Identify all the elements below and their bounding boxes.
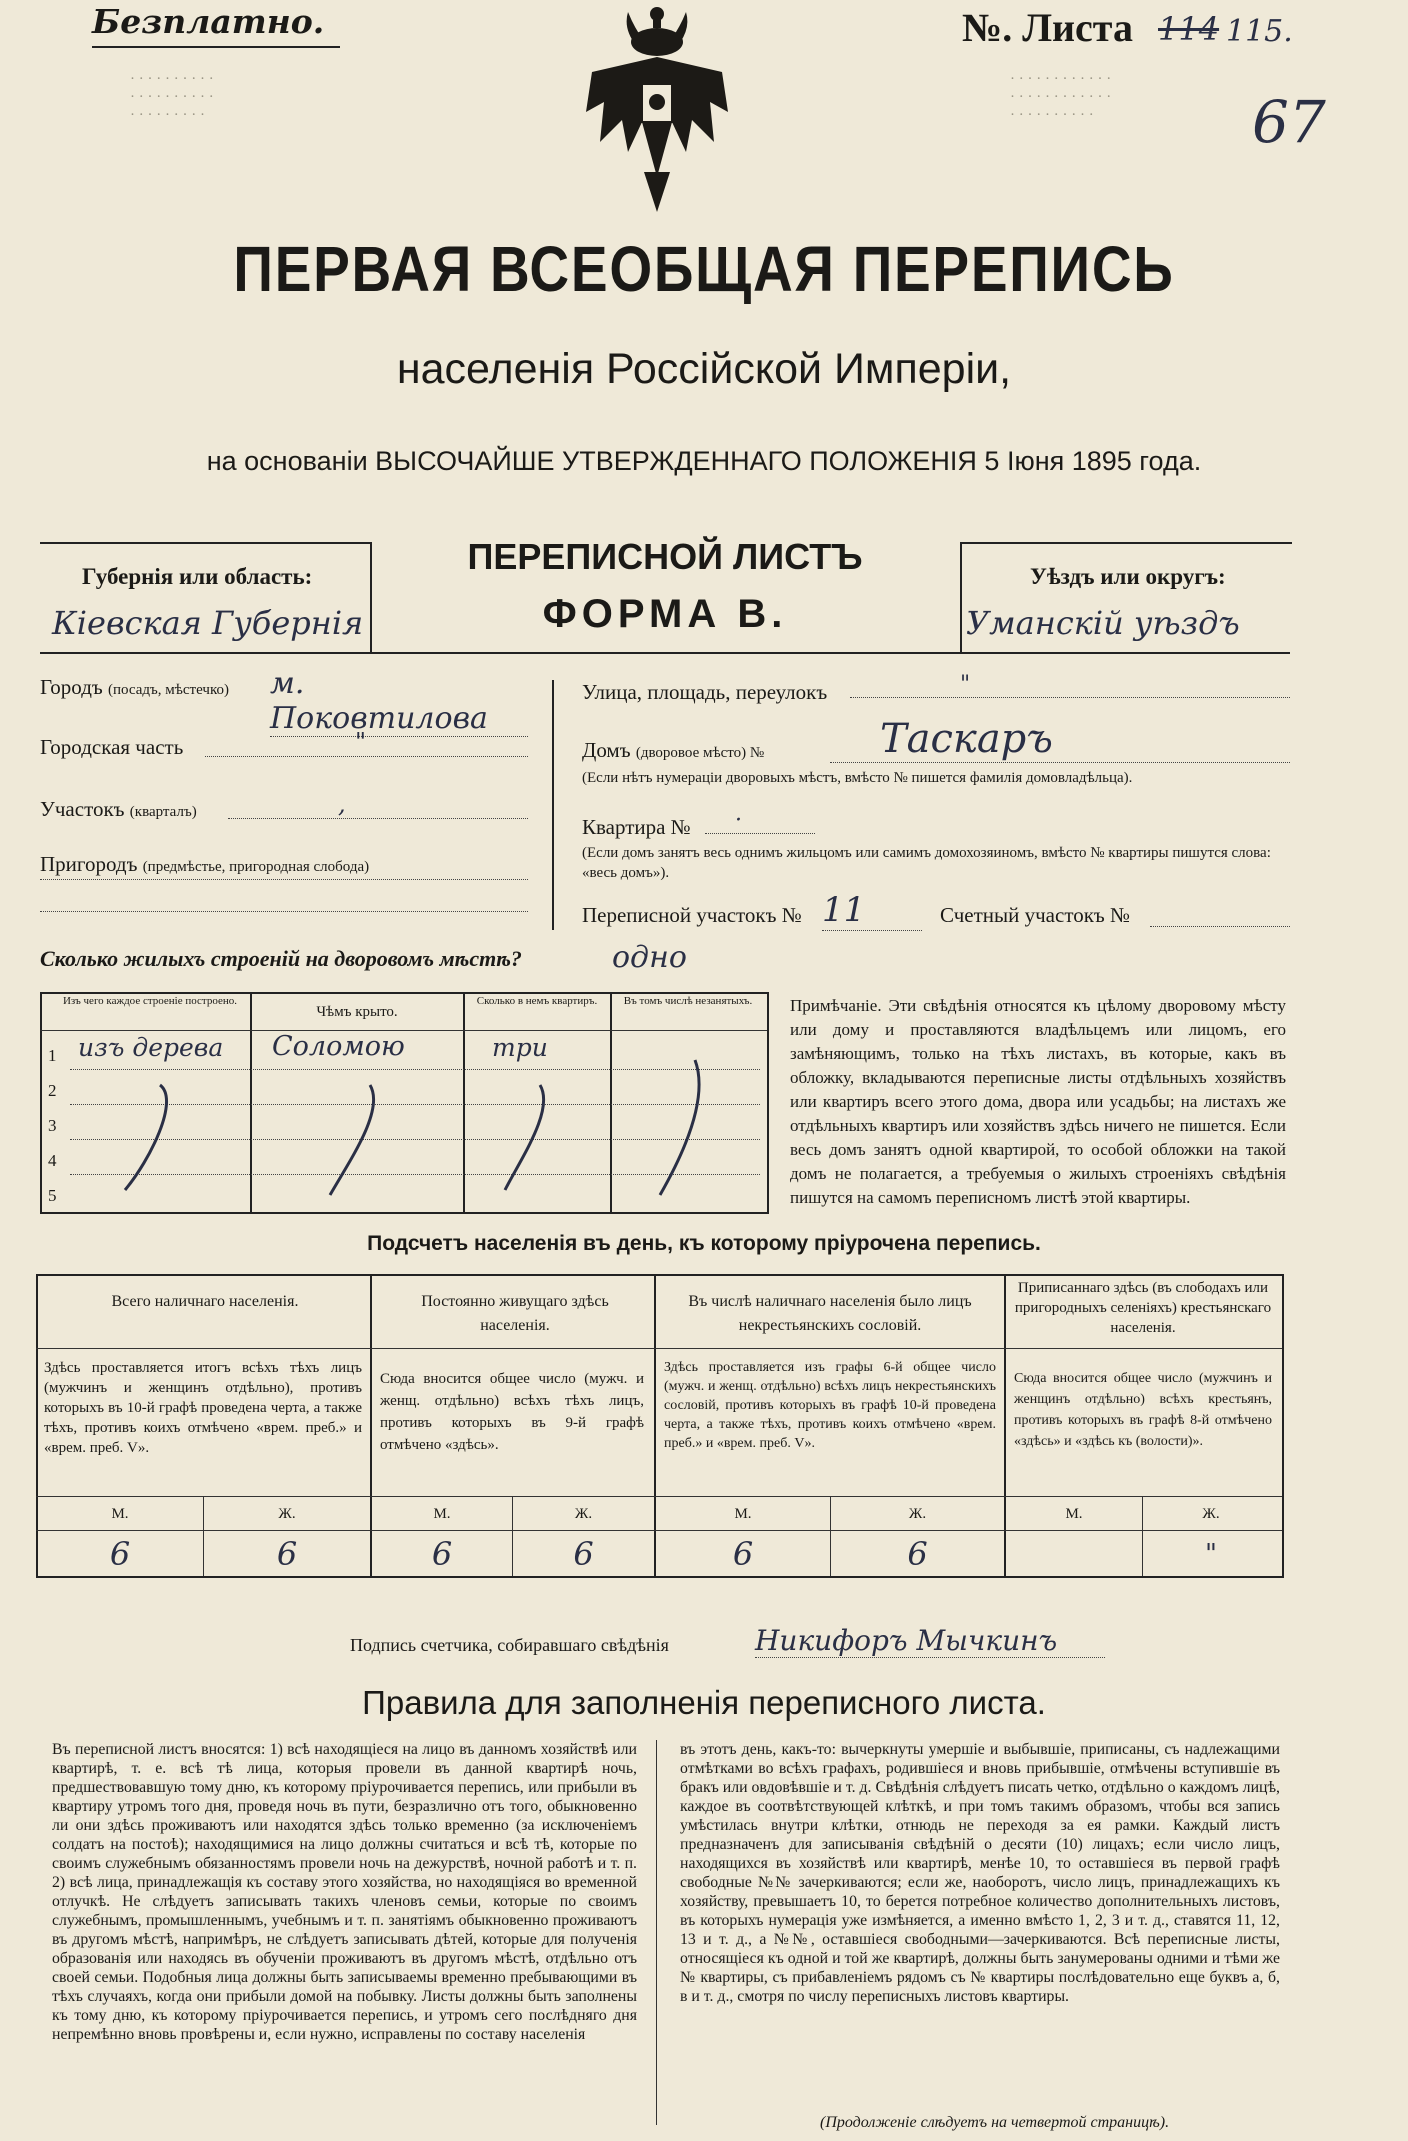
suburb-line <box>40 878 528 880</box>
buildings-header-material: Изъ чего каждое строеніе построено. <box>62 995 238 1007</box>
buildings-header-roof: Чѣмъ крыто. <box>316 1004 398 1020</box>
bleed-through-text: · · · · · · · · · · · · · · · · · · · · · · · · · · · · · <box>130 71 214 123</box>
pop-total-m: 6 <box>109 1535 131 1573</box>
pop-m-label: М. <box>433 1506 451 1522</box>
pop-mf-rule <box>36 1496 1282 1497</box>
rules-divider <box>656 1740 657 2125</box>
census-district-value: 11 <box>822 890 922 931</box>
row-number: 3 <box>48 1116 57 1135</box>
pop-f-label: Ж. <box>908 1506 927 1522</box>
free-label: Безплатно. <box>92 2 325 41</box>
house-value: Таскаръ <box>830 716 1290 763</box>
district-label: Уѣздъ или округъ: <box>1030 564 1226 589</box>
row-number: 4 <box>48 1151 57 1170</box>
street-value: " <box>850 672 1290 698</box>
pop-col4-title: Приписаннаго здѣсь (въ слободахъ или пригородныхъ селеніяхъ) крестьянскаго населенія. <box>1014 1280 1272 1336</box>
pop-m-label: М. <box>1065 1506 1083 1522</box>
city-part-label: Городская часть <box>40 735 184 759</box>
dash-mark-vacant <box>660 1060 699 1195</box>
city-field <box>40 675 229 700</box>
sheet-number-struck: 114 <box>1158 10 1220 48</box>
counting-district-label: Счетный участокъ № <box>940 903 1131 927</box>
street-label: Улица, площадь, переулокъ <box>582 680 828 704</box>
row1-apartments: три <box>492 1033 548 1062</box>
dash-mark-roof <box>330 1085 374 1195</box>
buildings-question: Сколько жилыхъ строеній на дворовомъ мѣстѣ? <box>40 946 522 971</box>
house-note: (Если нѣтъ нумераціи дворовыхъ мѣстъ, вмѣсто № пишется фамилія домовладѣльца). <box>582 770 1133 786</box>
house-hint: (дворовое мѣсто) № <box>635 745 765 761</box>
pop-col1-title: Всего наличнаго населенія. <box>111 1293 299 1310</box>
precinct-value: , <box>228 790 528 819</box>
pop-m-label: М. <box>111 1506 129 1522</box>
dash-marks <box>40 1040 767 1210</box>
city-value: м. Поковтилова <box>270 666 528 737</box>
buildings-answer: одно <box>612 940 687 975</box>
suburb-field <box>40 852 369 877</box>
pop-peasant-f: " <box>1205 1539 1217 1569</box>
pop-title-rule <box>36 1348 1282 1349</box>
pop-m-label: М. <box>734 1506 752 1522</box>
dash-mark-material <box>125 1085 167 1190</box>
pop-col2-desc: Сюда вносится общее число (мужч. и женщ. отдѣльно) всѣхъ тѣхъ лицъ, противъ которыхъ въ 9-й графѣ отмѣчено «здѣсь». <box>380 1371 644 1453</box>
suburb-line-2 <box>40 910 528 912</box>
suburb-hint: (предмѣстье, пригородная слобода) <box>142 859 370 875</box>
counting-district-line <box>1150 925 1290 927</box>
city-part-value: " <box>205 728 528 757</box>
apartment-label: Квартира № <box>582 815 691 839</box>
house-field <box>582 738 764 763</box>
address-divider <box>552 680 554 930</box>
rules-column-1: Въ переписной листъ вносятся: 1) всѣ находящіеся на лицо въ данномъ хозяйствѣ или квартирѣ, т. е. всѣ тѣ лица, которыя провели въ данной квартирѣ ночь, предшествовавшую тому дню, къ которому пріурочивается перепись, или прибыли въ квартиру утромъ того дня, проведя ночь въ пути, безразлично отъ того, обыкновенно ли они здѣсь проживаютъ или находятся здѣсь только временно (за исключеніемъ солдатъ на постоѣ); находящимися на лицо должны считаться и всѣ тѣ, которые по своимъ служебнымъ обязанностямъ провели ночь на дежурствѣ, ночной работѣ и т. п. 2) всѣ лица, принадлежащія къ составу этого хозяйства, но находящіяся во временной отлучкѣ. Не слѣдуетъ записывать такихъ членовъ семьи, которые по своимъ служебнымъ, промышленнымъ, учебнымъ и т. п. занятіямъ обыкновенно проживаютъ въ другомъ мѣстѣ, напримѣръ, не слѣдуетъ записывать дѣтей, которые для полученія образованія или находясь въ обученіи проживаютъ въ другомъ мѣстѣ, отдѣльно отъ своей семьи. Подобныя лица должны быть записываемы временно пребывающими въ тѣхъ случаяхъ, когда они прибыли домой на побывку. Листы должны быть заполнены къ тому дню, къ которому пріурочивается перепись, и утромъ сего послѣдняго дня непремѣнно вновь провѣрены и, если нужно, исправлены по составу населенія <box>52 1741 637 2043</box>
precinct-hint: (кварталъ) <box>129 804 197 820</box>
rules-continued: (Продолженіе слѣдуетъ на четвертой страницѣ). <box>820 2114 1170 2131</box>
city-hint: (посадъ, мѣстечко) <box>107 682 229 698</box>
province-label: Губернія или область: <box>82 564 313 589</box>
form-type: ФОРМА В. <box>542 592 788 636</box>
bleed-through-text-right: · · · · · · · · · · · · · · · · · · · · · · · · · · · · · · · · · · <box>1010 71 1112 123</box>
apartment-value: · <box>705 808 815 834</box>
free-underline <box>92 46 340 48</box>
apartment-note: (Если домъ занятъ весь однимъ жильцомъ или самимъ домохозяиномъ, вмѣсто № квартиры пишутся слова: «весь домъ»). <box>582 845 1271 881</box>
pop-value-rule <box>36 1530 1282 1531</box>
suburb-label: Пригородъ <box>40 852 138 876</box>
pop-col2-title: Постоянно живущаго здѣсь населенія. <box>421 1293 609 1334</box>
signature-label: Подпись счетчика, собиравшаго свѣдѣнія <box>350 1635 669 1655</box>
buildings-header-vacant: Въ томъ числѣ незанятыхъ. <box>623 995 753 1007</box>
buildings-note: Примѣчаніе. Эти свѣдѣнія относятся къ цѣлому дворовому мѣсту или дому и проставляются владѣльцемъ или лицомъ, его замѣняющимъ, только на тѣхъ листахъ, въ которые, какъ въ обложку, вкладываются переписные листы отдѣльныхъ хозяйствъ или квартиръ всего этого дома, двора или усадьбы; на листахъ же отдѣльныхъ квартиръ или хозяйствъ здѣсь ничего не пишется. Если весь домъ занятъ одной квартирой, то особой обложки на такой домъ не полагается, а требуемыя о жилыхъ строеніяхъ свѣдѣнія пишутся на самомъ переписномъ листѣ этой квартиры. <box>790 996 1286 1207</box>
pop-nonpeasant-m: 6 <box>732 1535 754 1573</box>
precinct-label: Участокъ <box>40 797 125 821</box>
page-title: ПЕРВАЯ ВСЕОБЩАЯ ПЕРЕПИСЬ <box>233 233 1175 305</box>
pop-f-label: Ж. <box>1202 1506 1220 1522</box>
signature-value: Никифоръ Мычкинъ <box>755 1624 1105 1658</box>
dash-mark-apartments <box>505 1085 544 1190</box>
rules-column-2: въ этотъ день, какъ-то: вычеркнуты умершіе и выбывшіе, приписаны, съ надлежащими отмѣтками во всѣхъ графахъ, родившіеся и вновь прибывшіе, отмѣчены вступившіе въ бракъ или овдовѣвшіе и т. д. Свѣдѣнія слѣдуетъ писать четко, отдѣльно о каждомъ лицѣ, каждое въ соотвѣтствующей клѣткѣ, и при томъ такимъ образомъ, чтобы вся запись умѣстилась внутри клѣтки, отнюдь не переходя за ея рамки. Каждый листъ предназначенъ для записыванія свѣдѣній о десяти (10) лицахъ; если число лицъ, находящихся въ хозяйствѣ или квартирѣ, менѣе 10, то оставшіеся въ первой графѣ свободные №№ зачеркиваются; если же, наоборотъ, число лицъ, принадлежащихъ къ хозяйству, превышаетъ 10, то берется потребное количество дополнительныхъ листовъ, въ которыхъ нумерація уже измѣняется, а именно вмѣсто 1, 2, 3 и т. д., ставятся 11, 12, 13 и т. д., а №№, оставшіеся свободными—зачеркиваются. Всѣ переписные листы, относящіеся къ одной и той же квартирѣ, должны быть занумерованы одними и тѣми же № квартиры, съ прибавленіемъ рядомъ съ № квартиры послѣдовательно еще буквъ а, б, в и т. д., смотря по числу переписныхъ листовъ квартиры. <box>680 1741 1280 2005</box>
row-number: 5 <box>48 1186 57 1205</box>
pop-permanent-m: 6 <box>431 1535 453 1573</box>
population-heading: Подсчетъ населенія въ день, къ которому пріурочена перепись. <box>367 1232 1041 1255</box>
pop-f-label: Ж. <box>574 1506 593 1522</box>
pop-nonpeasant-f: 6 <box>907 1535 928 1573</box>
pop-col3-title: Въ числѣ наличнаго населенія было лицъ некрестьянскихъ сословій. <box>688 1293 972 1334</box>
district-value: Уманскій уѣздъ <box>966 604 1240 642</box>
house-label: Домъ <box>582 738 631 762</box>
pop-total-f: 6 <box>276 1535 298 1573</box>
basis-line: на основаніи ВЫСОЧАЙШЕ УТВЕРЖДЕННАГО ПОЛОЖЕНІЯ 5 Іюня 1895 года. <box>206 446 1202 476</box>
pop-f-label: Ж. <box>278 1506 296 1522</box>
imperial-eagle-icon <box>582 2 732 217</box>
pop-col3-desc: Здѣсь проставляется изъ графы 6-й общее число (мужч. и женщ. отдѣльно) всѣхъ лицъ некрестьянскихъ сословій, противъ которыхъ въ графѣ 10-й проведена черта, а также тѣхъ, противъ коихъ отмѣчено «врем. преб.» и «врем. преб. V». <box>664 1360 996 1451</box>
sheet-number-value: 115. <box>1226 14 1293 49</box>
province-value: Кіевская Губернія <box>52 604 364 642</box>
pop-col4-desc: Сюда вносится общее число (мужчинъ и женщинъ отдѣльно) всѣхъ крестьянъ, противъ которыхъ въ графѣ 8-й отмѣчено «здѣсь» и «здѣсь къ (волости)». <box>1014 1371 1272 1449</box>
census-district-label: Переписной участокъ № <box>582 903 802 927</box>
form-title: ПЕРЕПИСНОЙ ЛИСТЪ <box>467 536 863 577</box>
header-rule <box>40 652 1290 654</box>
page-subtitle: населенія Россійской Имперіи, <box>396 345 1012 393</box>
pop-col1-desc: Здѣсь проставляется итогъ всѣхъ тѣхъ лицъ (мужчинъ и женщинъ отдѣльно), противъ которыхъ въ 10-й графѣ проведена черта, а также тѣхъ, противъ коихъ отмѣчено «врем. преб.» и «врем. преб. V». <box>44 1360 362 1456</box>
row1-roof: Соломою <box>272 1031 405 1062</box>
precinct-field <box>40 797 197 822</box>
rules-title: Правила для заполненія переписного листа. <box>362 1684 1046 1721</box>
corner-number: 67 <box>1252 88 1326 156</box>
city-label: Городъ <box>40 675 103 699</box>
pop-permanent-f: 6 <box>573 1535 594 1573</box>
buildings-header-apartments: Сколько в немъ квартиръ. <box>476 995 598 1007</box>
row-number: 2 <box>48 1081 57 1100</box>
row1-material: изъ дерева <box>78 1033 224 1062</box>
sheet-number-label: №. Листа <box>962 5 1133 50</box>
row-number: 1 <box>48 1046 57 1065</box>
